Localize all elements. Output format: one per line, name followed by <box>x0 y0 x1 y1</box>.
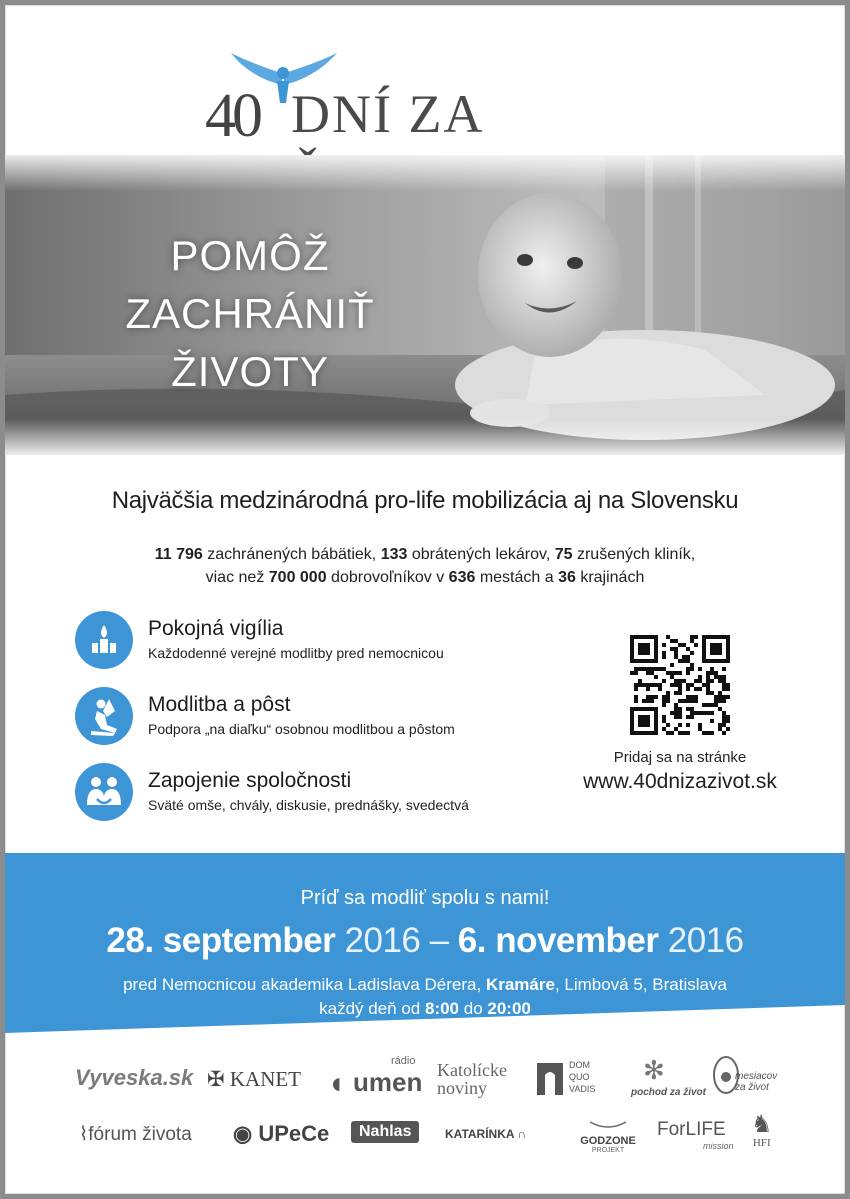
partner-name: za život <box>735 1082 769 1093</box>
partner-godzone[interactable] <box>573 1117 643 1154</box>
date-end: 6. november <box>457 921 659 960</box>
stat-label: viac než <box>205 569 269 586</box>
hand-swirl-icon: ⌇ <box>79 1124 89 1145</box>
partner-row-2 <box>65 1113 795 1171</box>
event-dates <box>5 921 845 961</box>
stat-label: krajinách <box>575 569 645 586</box>
hero-title-line: ZACHRÁNIŤ <box>125 290 375 337</box>
lumen-mark-icon: ◖ <box>327 1067 346 1100</box>
partner-nahlas[interactable]: Nahlas <box>351 1121 419 1143</box>
feature-item-prayer <box>75 687 535 763</box>
stat-label: zachránených bábätiek, <box>202 546 381 563</box>
stat-value: 133 <box>380 546 408 563</box>
partner-mesiacov-za-zivot[interactable] <box>711 1055 778 1100</box>
stat-value: 75 <box>554 546 573 563</box>
qr-label: Pridaj sa na stránke <box>613 749 747 766</box>
stats-line-2 <box>5 566 845 589</box>
hero-title-line: ŽIVOTY <box>171 348 329 395</box>
stat-value: 700 000 <box>268 569 327 586</box>
partner-subname: rádio <box>391 1055 416 1067</box>
partner-forum-zivota[interactable] <box>79 1123 192 1146</box>
call-to-action: Príď sa modliť spolu s nami! <box>300 887 550 909</box>
feature-title: Modlitba a pôst <box>148 693 291 716</box>
location-district: Kramáre <box>485 975 555 994</box>
time-line <box>5 997 845 1021</box>
upece-circle-icon: ◉ <box>233 1121 259 1146</box>
partner-name: umen <box>353 1067 423 1097</box>
partner-subname: PROJEKT <box>591 1147 625 1154</box>
hero-title-line: POMÔŽ <box>170 232 330 279</box>
partner-kanet[interactable] <box>207 1067 301 1092</box>
stat-label: zrušených kliník, <box>572 546 696 563</box>
partner-name: ForLIFE <box>657 1119 726 1140</box>
partner-katolicke-noviny[interactable] <box>437 1061 507 1097</box>
partner-name: KATARÍNKA <box>445 1127 515 1141</box>
pinwheel-icon: ✻ <box>643 1055 665 1085</box>
feature-title: Pokojná vigília <box>148 617 284 640</box>
feature-item-society <box>75 763 535 839</box>
location-address: , Limbová 5, Bratislava <box>554 975 727 994</box>
partner-name: Katolícke <box>437 1060 507 1080</box>
feature-desc: Sväté omše, chvály, diskusie, prednášky, svedectvá <box>148 797 469 813</box>
feature-list <box>75 611 535 839</box>
stat-value: 11 796 <box>154 546 203 563</box>
partner-name: KANET <box>229 1067 302 1091</box>
feature-desc: Každodenné verejné modlitby pred nemocnicou <box>148 645 444 661</box>
wings-icon <box>588 1120 628 1130</box>
praying-person-icon <box>75 687 133 745</box>
stat-value: 636 <box>448 569 476 586</box>
brand-logo <box>195 45 655 150</box>
stat-value: 36 <box>558 569 576 586</box>
partner-name: mesiacov <box>735 1071 778 1082</box>
hero-title <box>100 227 400 401</box>
logo-text: DNÍ ZA <box>291 84 482 144</box>
partner-name: fórum života <box>88 1124 192 1145</box>
qr-section <box>565 635 795 794</box>
partner-name: GODZONE <box>580 1135 636 1147</box>
partner-hfi[interactable] <box>751 1113 773 1149</box>
feature-title: Zapojenie spoločnosti <box>148 769 352 792</box>
partner-subname: mission <box>703 1141 734 1151</box>
feature-desc: Podpora „na diaľku“ osobnou modlitbou a pôstom <box>148 721 455 737</box>
stat-label: mestách a <box>475 569 559 586</box>
location-text: pred Nemocnicou akademika Ladislava Dérera, <box>123 975 486 994</box>
hero-banner <box>5 155 845 455</box>
chess-knight-icon: ♞ <box>751 1111 773 1138</box>
arch-icon: ∩ <box>514 1127 527 1141</box>
partner-name: HFI <box>752 1137 771 1149</box>
partner-forlife[interactable] <box>657 1119 734 1151</box>
partner-name: VADIS <box>569 1084 596 1094</box>
stats-text <box>5 543 845 589</box>
time-to: 20:00 <box>487 999 531 1018</box>
partner-name: noviny <box>437 1078 488 1098</box>
kanet-icon: ✠ <box>207 1067 230 1091</box>
partner-name: DOM <box>569 1060 590 1070</box>
date-start-year: 2016 – <box>335 921 458 960</box>
time-from: 8:00 <box>424 999 460 1018</box>
partner-katarinka[interactable] <box>445 1127 526 1141</box>
date-start: 28. september <box>106 921 336 960</box>
partner-upece[interactable] <box>233 1121 329 1147</box>
time-text: do <box>459 999 488 1018</box>
partner-logos <box>65 1055 795 1171</box>
people-hug-icon <box>75 763 133 821</box>
arch-icon <box>535 1059 565 1095</box>
event-location <box>5 973 845 1021</box>
partner-name: pochod za život <box>631 1087 706 1098</box>
stats-line-1 <box>5 543 845 566</box>
website-link[interactable]: www.40dnizazivot.sk <box>583 770 777 793</box>
logo-number: 40 <box>205 82 259 150</box>
time-text: každý deň od <box>319 999 425 1018</box>
qr-code[interactable] <box>630 635 730 735</box>
partner-vyveska[interactable]: Vyveska.sk <box>75 1065 194 1090</box>
location-line <box>5 973 845 997</box>
candle-icon <box>75 611 133 669</box>
date-end-year: 2016 <box>658 921 744 960</box>
feature-item-vigil <box>75 611 535 687</box>
headline: Najväčšia medzinárodná pro-life mobilizácia aj na Slovensku <box>111 487 739 514</box>
partner-row-1 <box>65 1055 795 1113</box>
partner-dom-quo-vadis[interactable] <box>535 1059 596 1100</box>
stat-label: obrátených lekárov, <box>407 546 555 563</box>
partner-name: QUO <box>569 1072 590 1082</box>
partner-name: UPeCe <box>258 1121 330 1146</box>
stat-label: dobrovoľníkov v <box>326 569 449 586</box>
